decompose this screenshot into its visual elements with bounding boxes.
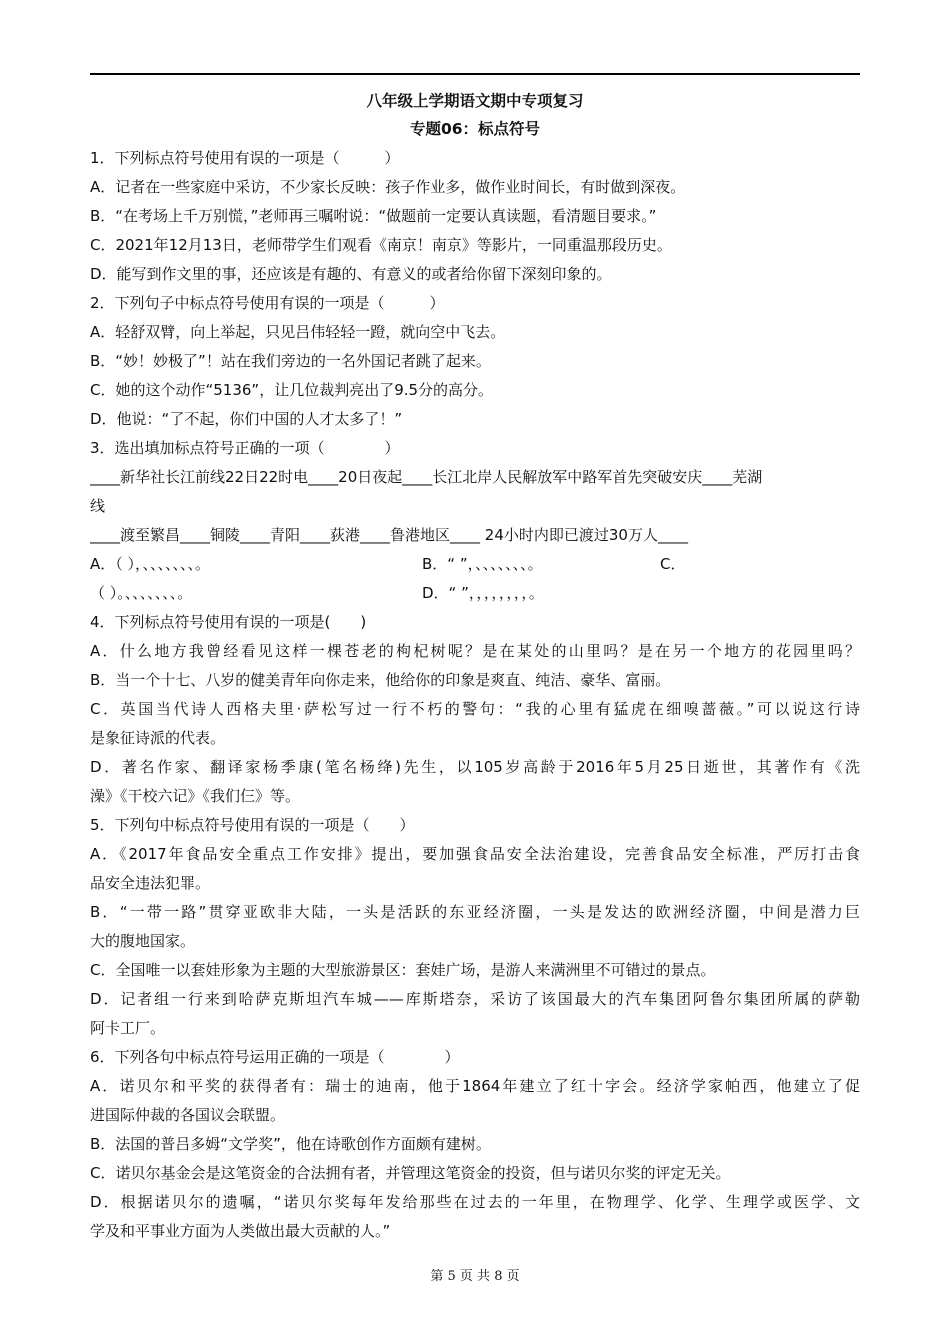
q4-option-a: A．什么地方我曾经看见这样一棵苍老的枸杞树呢？是在某处的山里吗？是在另一个地方的花园里吗？ — [90, 642, 860, 660]
q6-option-d-cont: 学及和平事业方面为人类做出最大贡献的人。” — [90, 1222, 391, 1240]
q2-option-b: B．“妙！妙极了”！站在我们旁边的一名外国记者跳了起来。 — [90, 352, 491, 370]
q3-passage-line-1: ____新华社长江前线22日22时电____20日夜起____长江北岸人民解放军中路军首先突破安庆____芜湖 — [90, 468, 763, 486]
q5-option-d: D．记者组一行来到哈萨克斯坦汽车城——库斯塔奈，采访了该国最大的汽车集团阿鲁尔集团所属的萨勒 — [90, 990, 860, 1008]
q3-passage-line-2: 线 — [90, 497, 106, 515]
q4-option-c: C．英国当代诗人西格夫里·萨松写过一行不朽的警句：“我的心里有猛虎在细嗅蔷薇。”可以说这行诗 — [90, 700, 860, 718]
q2-stem: 2．下列句子中标点符号使用有误的一项是（ ） — [90, 294, 445, 312]
q1-option-d: D．能写到作文里的事，还应该是有趣的、有意义的或者给你留下深刻印象的。 — [90, 265, 612, 283]
q1-option-c: C．2021年12月13日，老师带学生们观看《南京！南京》等影片，一同重温那段历史。 — [90, 236, 672, 254]
header-rule — [90, 73, 860, 75]
q5-option-a: A．《2017年食品安全重点工作安排》提出，要加强食品安全法治建设，完善食品安全标准，严厉打击食 — [90, 845, 860, 863]
q6-option-a-cont: 进国际仲裁的各国议会联盟。 — [90, 1106, 286, 1124]
page-footer: 第 5 页 共 8 页 — [430, 1269, 520, 1284]
q3-option-d: D．“ ”，，，，，，，，。 — [422, 584, 544, 602]
page-title: 八年级上学期语文期中专项复习 — [366, 92, 584, 110]
q1-stem: 1．下列标点符号使用有误的一项是（ ） — [90, 149, 400, 167]
page-subtitle: 专题06：标点符号 — [409, 120, 541, 138]
q6-option-a: A．诺贝尔和平奖的获得者有：瑞士的迪南，他于1864年建立了红十字会。经济学家帕西，他建立了促 — [90, 1077, 860, 1095]
q1-option-b: B．“在考场上千万别慌，”老师再三嘱咐说：“做题前一定要认真读题，看清题目要求。” — [90, 207, 657, 225]
q2-option-c: C．她的这个动作“5136”，让几位裁判亮出了9.5分的高分。 — [90, 381, 494, 399]
q6-option-b: B．法国的普吕多姆“文学奖”，他在诗歌创作方面颇有建树。 — [90, 1135, 491, 1153]
q3-options-row-2 — [90, 579, 860, 608]
q6-stem: 6．下列各句中标点符号运用正确的一项是（ ） — [90, 1048, 460, 1066]
q5-option-a-cont: 品安全违法犯罪。 — [90, 874, 211, 892]
q4-option-c-cont: 是象征诗派的代表。 — [90, 729, 226, 747]
q3-options-row-1 — [90, 550, 860, 579]
q5-stem: 5．下列句中标点符号使用有误的一项是（ ） — [90, 816, 415, 834]
q2-option-d: D．他说：“了不起，你们中国的人才太多了！” — [90, 410, 403, 428]
q3-stem: 3．选出填加标点符号正确的一项（ ） — [90, 439, 400, 457]
q3-option-b: B．“ ”，、、、、、、、。 — [422, 555, 543, 573]
q5-option-b: B．“一带一路”贯穿亚欧非大陆，一头是活跃的东亚经济圈，一头是发达的欧洲经济圈，中间是潜力巨 — [90, 903, 860, 921]
q3-option-c: （ ）。、、、、、、、。 — [90, 584, 193, 602]
q2-option-a: A．轻舒双臂，向上举起，只见吕伟轻轻一蹬，就向空中飞去。 — [90, 323, 506, 341]
q5-option-b-cont: 大的腹地国家。 — [90, 932, 196, 950]
q4-option-b: B．当一个十七、八岁的健美青年向你走来，他给你的印象是爽直、纯洁、豪华、富丽。 — [90, 671, 671, 689]
q3-passage-line-3: ____渡至繁昌____铜陵____青阳____荻港____鲁港地区____ 24小时内即已渡过30万人____ — [90, 526, 688, 544]
q6-option-c: C．诺贝尔基金会是这笔资金的合法拥有者，并管理这笔资金的投资，但与诺贝尔奖的评定无关。 — [90, 1164, 731, 1182]
q6-option-d: D．根据诺贝尔的遗嘱，“诺贝尔奖每年发给那些在过去的一年里，在物理学、化学、生理学或医学、文 — [90, 1193, 860, 1211]
q5-option-d-cont: 阿卡工厂。 — [90, 1019, 166, 1037]
q4-option-d-cont: 澡》《干校六记》《我们仨》等。 — [90, 787, 301, 805]
q1-option-a: A．记者在一些家庭中采访，不少家长反映：孩子作业多，做作业时间长，有时做到深夜。 — [90, 178, 686, 196]
q4-option-d: D．著名作家、翻译家杨季康(笔名杨绛)先生，以105岁高龄于2016年5月25日逝世，其著作有《洗 — [90, 758, 860, 776]
q3-option-c-label: C． — [660, 555, 686, 573]
question-content — [90, 144, 860, 1246]
q4-stem: 4．下列标点符号使用有误的一项是( ) — [90, 613, 367, 631]
q5-option-c: C．全国唯一以套娃形象为主题的大型旅游景区：套娃广场，是游人来满洲里不可错过的景点。 — [90, 961, 716, 979]
q3-option-a: A．（ ），、、、、、、、。 — [90, 555, 211, 573]
